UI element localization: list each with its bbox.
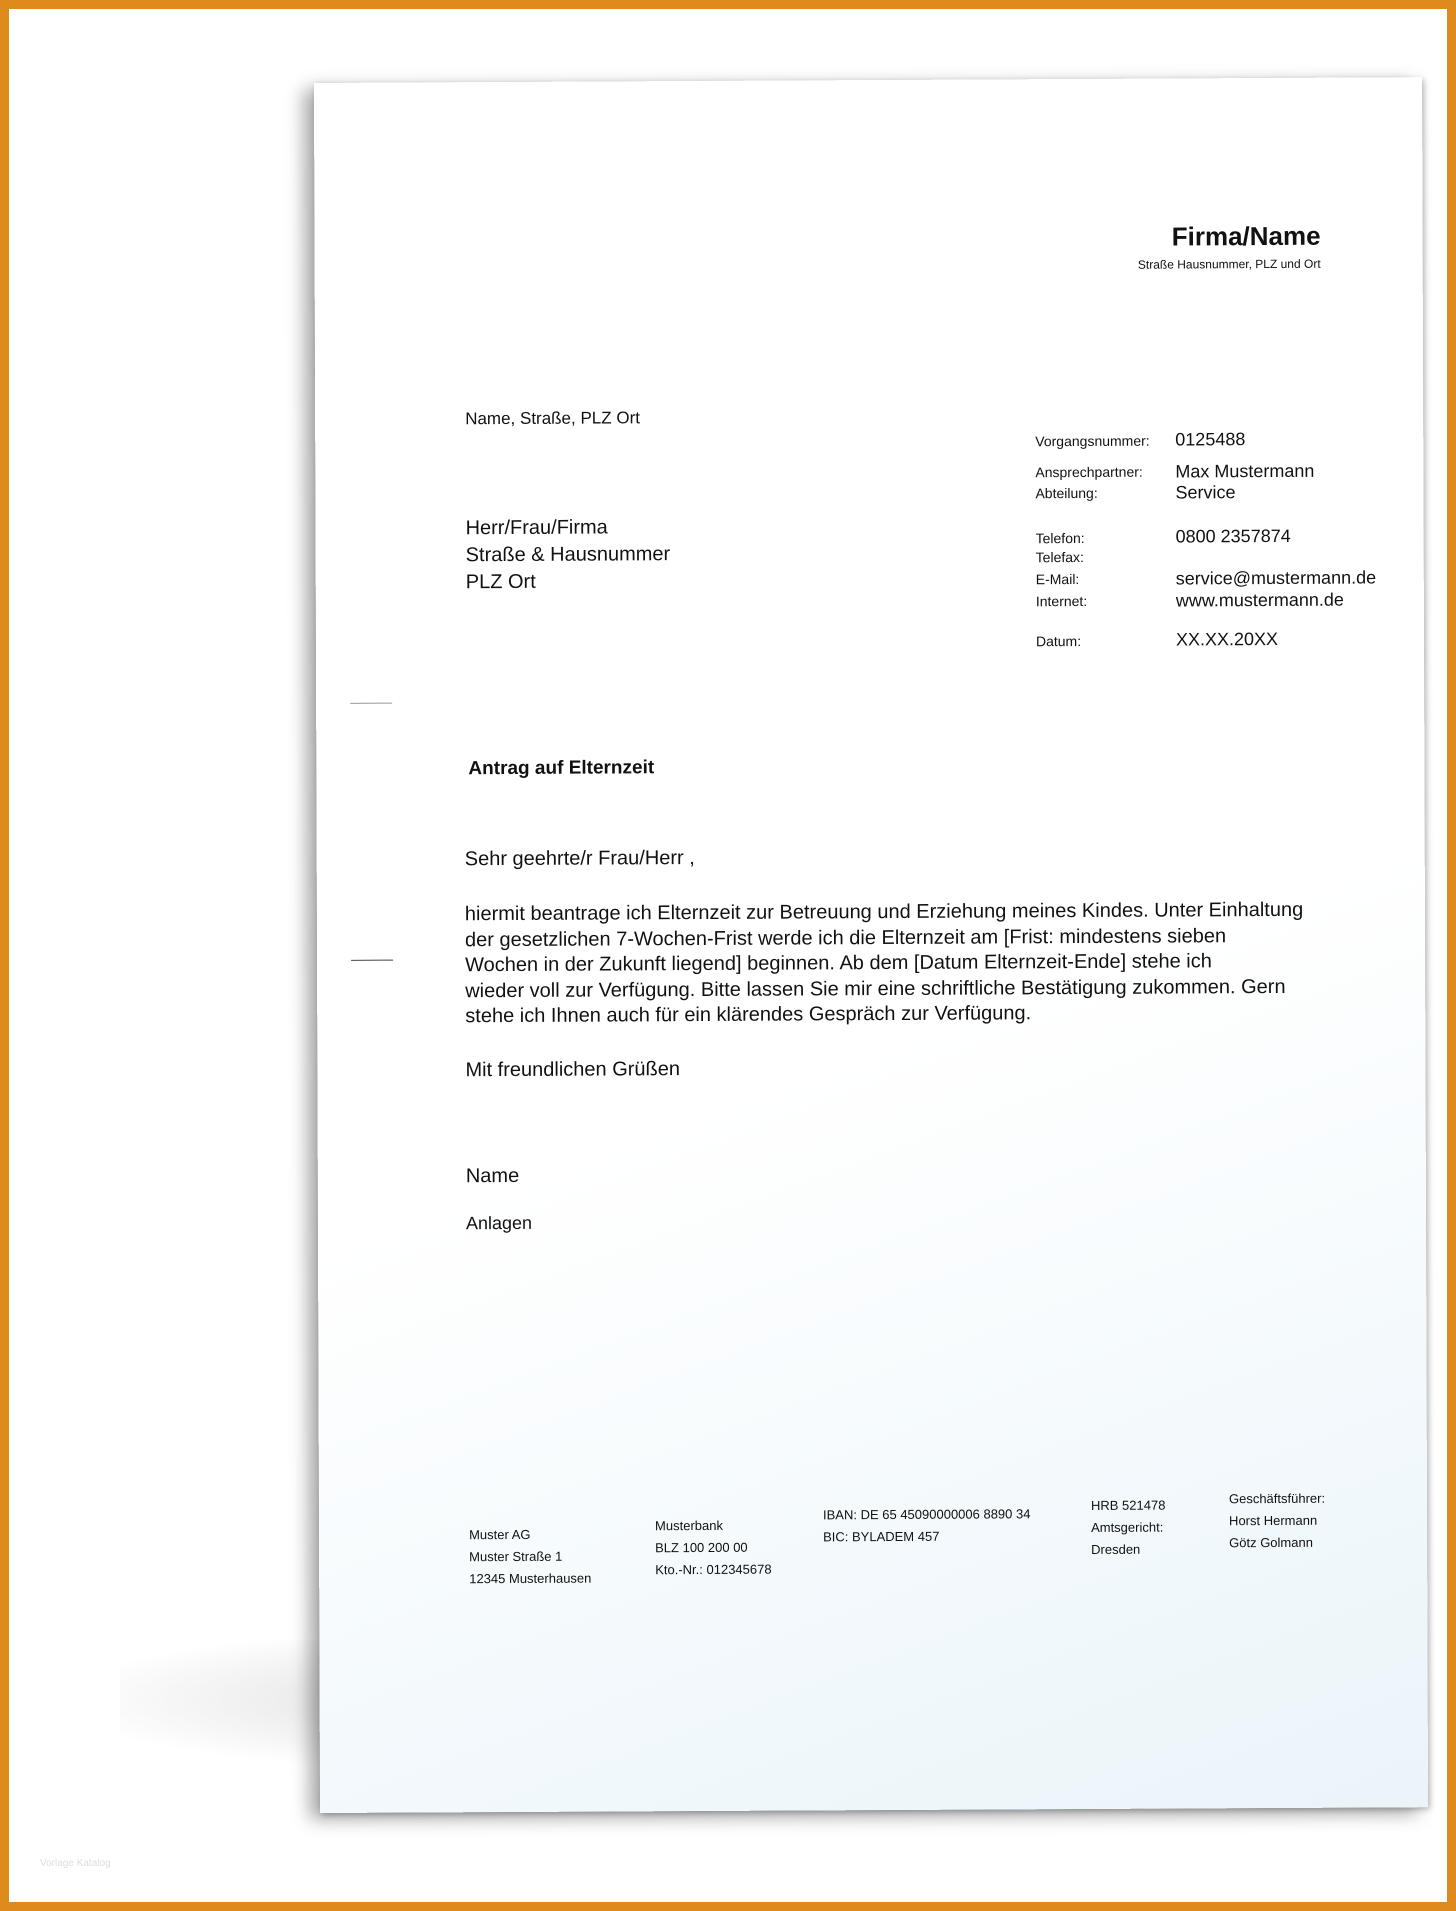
body-line: Wochen in der Zukunft liegend] beginnen. Ab dem [Datum Elternzeit-Ende] stehe ich — [465, 950, 1212, 977]
internet-label: Internet: — [1035, 592, 1088, 610]
footer-line: Geschäftsführer: — [1228, 1490, 1326, 1507]
recipient-line: Herr/Frau/Firma — [465, 516, 608, 540]
footer-line: HRB 521478 — [1090, 1497, 1166, 1513]
salutation: Sehr geehrte/r Frau/Herr , — [464, 847, 695, 871]
signature-name: Name — [465, 1164, 520, 1188]
abteilung-label: Abteilung: — [1035, 484, 1098, 502]
letterhead-firm-address: Straße Hausnummer, PLZ und Ort — [1137, 256, 1321, 272]
closing-phrase: Mit freundlichen Grüßen — [465, 1058, 681, 1082]
vorgangsnummer-label: Vorgangsnummer: — [1035, 432, 1150, 450]
email-value: service@mustermann.de — [1175, 567, 1377, 589]
footer-line: Horst Hermann — [1229, 1512, 1318, 1529]
footer-line: Amtsgericht: — [1091, 1519, 1164, 1535]
footer-line: Götz Golmann — [1229, 1534, 1313, 1551]
telefon-value: 0800 2357874 — [1175, 525, 1291, 547]
footer-line: Dresden — [1091, 1541, 1141, 1557]
vorgangsnummer-value: 0125488 — [1175, 429, 1246, 450]
attachments-label: Anlagen — [465, 1212, 533, 1234]
body-line: der gesetzlichen 7-Wochen-Frist werde ich die Elternzeit am [Frist: mindestens sieben — [464, 924, 1227, 951]
footer-line: Muster Straße 1 — [469, 1548, 563, 1565]
recipient-line: Straße & Hausnummer — [465, 543, 671, 567]
subject-line: Antrag auf Elternzeit — [468, 757, 655, 780]
recipient-line: PLZ Ort — [465, 570, 536, 594]
watermark: Vorlage Katalog — [40, 1858, 111, 1869]
internet-value: www.mustermann.de — [1175, 589, 1344, 611]
footer-line: Muster AG — [469, 1526, 531, 1543]
datum-value: XX.XX.20XX — [1175, 628, 1279, 650]
footer-line: Kto.-Nr.: 012345678 — [655, 1561, 772, 1578]
telefon-label: Telefon: — [1035, 529, 1085, 547]
footer-line: IBAN: DE 65 45090000006 8890 34 — [822, 1506, 1031, 1523]
footer-line: Musterbank — [655, 1517, 723, 1534]
footer-line: BIC: BYLADEM 457 — [823, 1528, 940, 1545]
ansprechpartner-value: Max Mustermann — [1175, 460, 1315, 482]
abteilung-value: Service — [1175, 482, 1236, 503]
body-line: stehe ich Ihnen auch für ein klärendes Gespräch zur Verfügung. — [465, 1002, 1032, 1028]
email-label: E-Mail: — [1035, 571, 1080, 588]
footer-line: BLZ 100 200 00 — [655, 1539, 748, 1556]
telefax-label: Telefax: — [1035, 548, 1084, 566]
body-line: wieder voll zur Verfügung. Bitte lassen Sie mir eine schriftliche Bestätigung zukommen. Gern — [465, 975, 1286, 1002]
sender-line: Name, Straße, PLZ Ort — [465, 408, 640, 429]
letterhead-firm-name: Firma/Name — [1171, 220, 1321, 252]
body-line: hiermit beantrage ich Elternzeit zur Betreuung und Erziehung meines Kindes. Unter Einhaltung — [464, 898, 1304, 926]
ansprechpartner-label: Ansprechpartner: — [1035, 463, 1143, 481]
footer-line: 12345 Musterhausen — [469, 1570, 592, 1587]
datum-label: Datum: — [1035, 632, 1082, 650]
